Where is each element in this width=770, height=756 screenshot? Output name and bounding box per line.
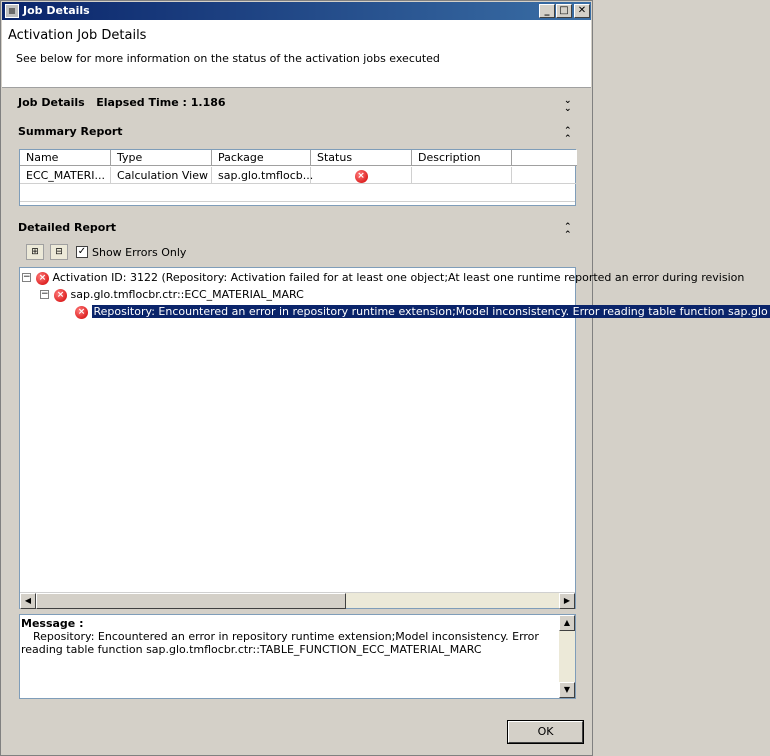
- column-header-package[interactable]: Package: [212, 150, 311, 166]
- expand-all-icon[interactable]: ⊞: [26, 244, 44, 260]
- tree-node-object[interactable]: [40, 287, 304, 303]
- tree-node-label: Activation ID: 3122 (Repository: Activation failed for at least one object;At least one runtime reported an error during revision: [52, 271, 745, 284]
- column-header-name[interactable]: Name: [20, 150, 111, 166]
- scroll-thumb[interactable]: [36, 593, 346, 609]
- tree-node-label: sap.glo.tmflocbr.ctr::ECC_MATERIAL_MARC: [70, 288, 304, 301]
- error-icon: ×: [355, 170, 368, 183]
- cell-filler: [512, 167, 577, 184]
- collapse-node-icon[interactable]: −: [41, 289, 49, 299]
- job-details-section[interactable]: [18, 96, 226, 109]
- dialog-title: Activation Job Details: [8, 28, 147, 43]
- cell-status[interactable]: [311, 167, 412, 184]
- column-header-type[interactable]: Type: [111, 150, 212, 166]
- error-icon: ×: [36, 272, 49, 285]
- cell-description[interactable]: [412, 167, 512, 184]
- column-header-filler: [512, 150, 577, 166]
- dialog-header: [2, 20, 591, 88]
- error-icon: ×: [54, 289, 67, 302]
- table-row-empty: [20, 185, 575, 202]
- tree-node-activation[interactable]: [22, 270, 744, 286]
- cell-package[interactable]: sap.glo.tmflocb...: [212, 167, 311, 184]
- detailed-toolbar: [23, 244, 223, 262]
- minimize-button[interactable]: _: [539, 4, 555, 18]
- tree-node-label: Repository: Encountered an error in repository runtime extension;Model inconsistency. Error reading table function sap.glo: [93, 305, 768, 318]
- detailed-report-tree[interactable]: [19, 267, 768, 609]
- summary-table[interactable]: [19, 149, 576, 206]
- horizontal-scrollbar[interactable]: [20, 592, 575, 608]
- collapse-detailed-icon[interactable]: ⌃ ⌃: [564, 222, 572, 240]
- vertical-scrollbar[interactable]: [559, 615, 575, 698]
- collapse-node-icon[interactable]: −: [23, 272, 31, 282]
- ok-button[interactable]: OK: [508, 721, 583, 743]
- detailed-report-title[interactable]: Detailed Report: [18, 221, 117, 234]
- close-button[interactable]: ✕: [574, 4, 590, 18]
- show-errors-checkbox[interactable]: ✓: [77, 246, 87, 257]
- scroll-down-icon[interactable]: ▼: [559, 682, 575, 698]
- title-bar[interactable]: [2, 2, 591, 20]
- cell-type[interactable]: Calculation View: [111, 167, 212, 184]
- error-icon: ×: [75, 306, 88, 319]
- scroll-up-icon[interactable]: ▲: [559, 615, 575, 631]
- scroll-left-icon[interactable]: ◀: [20, 593, 36, 609]
- collapse-summary-icon[interactable]: ⌃ ⌃: [564, 126, 572, 144]
- summary-report-title[interactable]: Summary Report: [18, 125, 123, 138]
- dialog-subtitle: See below for more information on the status of the activation jobs executed: [16, 52, 440, 65]
- window-title: Job Details: [23, 4, 90, 17]
- show-errors-label[interactable]: Show Errors Only: [92, 246, 187, 259]
- message-text: Repository: Encountered an error in repository runtime extension;Model inconsistency. Error reading table function sap.glo.tmflocbr.ctr::TABLE_FUNCTION_ECC_MATERIAL_MARC: [21, 630, 539, 656]
- collapse-all-icon[interactable]: ⊟: [50, 244, 68, 260]
- cell-name[interactable]: ECC_MATERI...: [20, 167, 111, 184]
- tree-node-error[interactable]: [75, 304, 770, 320]
- message-box[interactable]: [19, 614, 576, 699]
- maximize-button[interactable]: □: [556, 4, 572, 18]
- window-app-icon: [5, 4, 19, 18]
- job-details-label: Job Details: [18, 96, 85, 109]
- scroll-right-icon[interactable]: ▶: [559, 593, 575, 609]
- expand-job-details-icon[interactable]: ⌄ ⌄: [564, 96, 572, 114]
- column-header-description[interactable]: Description: [412, 150, 512, 166]
- message-title: Message :: [21, 617, 84, 630]
- elapsed-time: Elapsed Time : 1.186: [96, 96, 226, 109]
- column-header-status[interactable]: Status: [311, 150, 412, 166]
